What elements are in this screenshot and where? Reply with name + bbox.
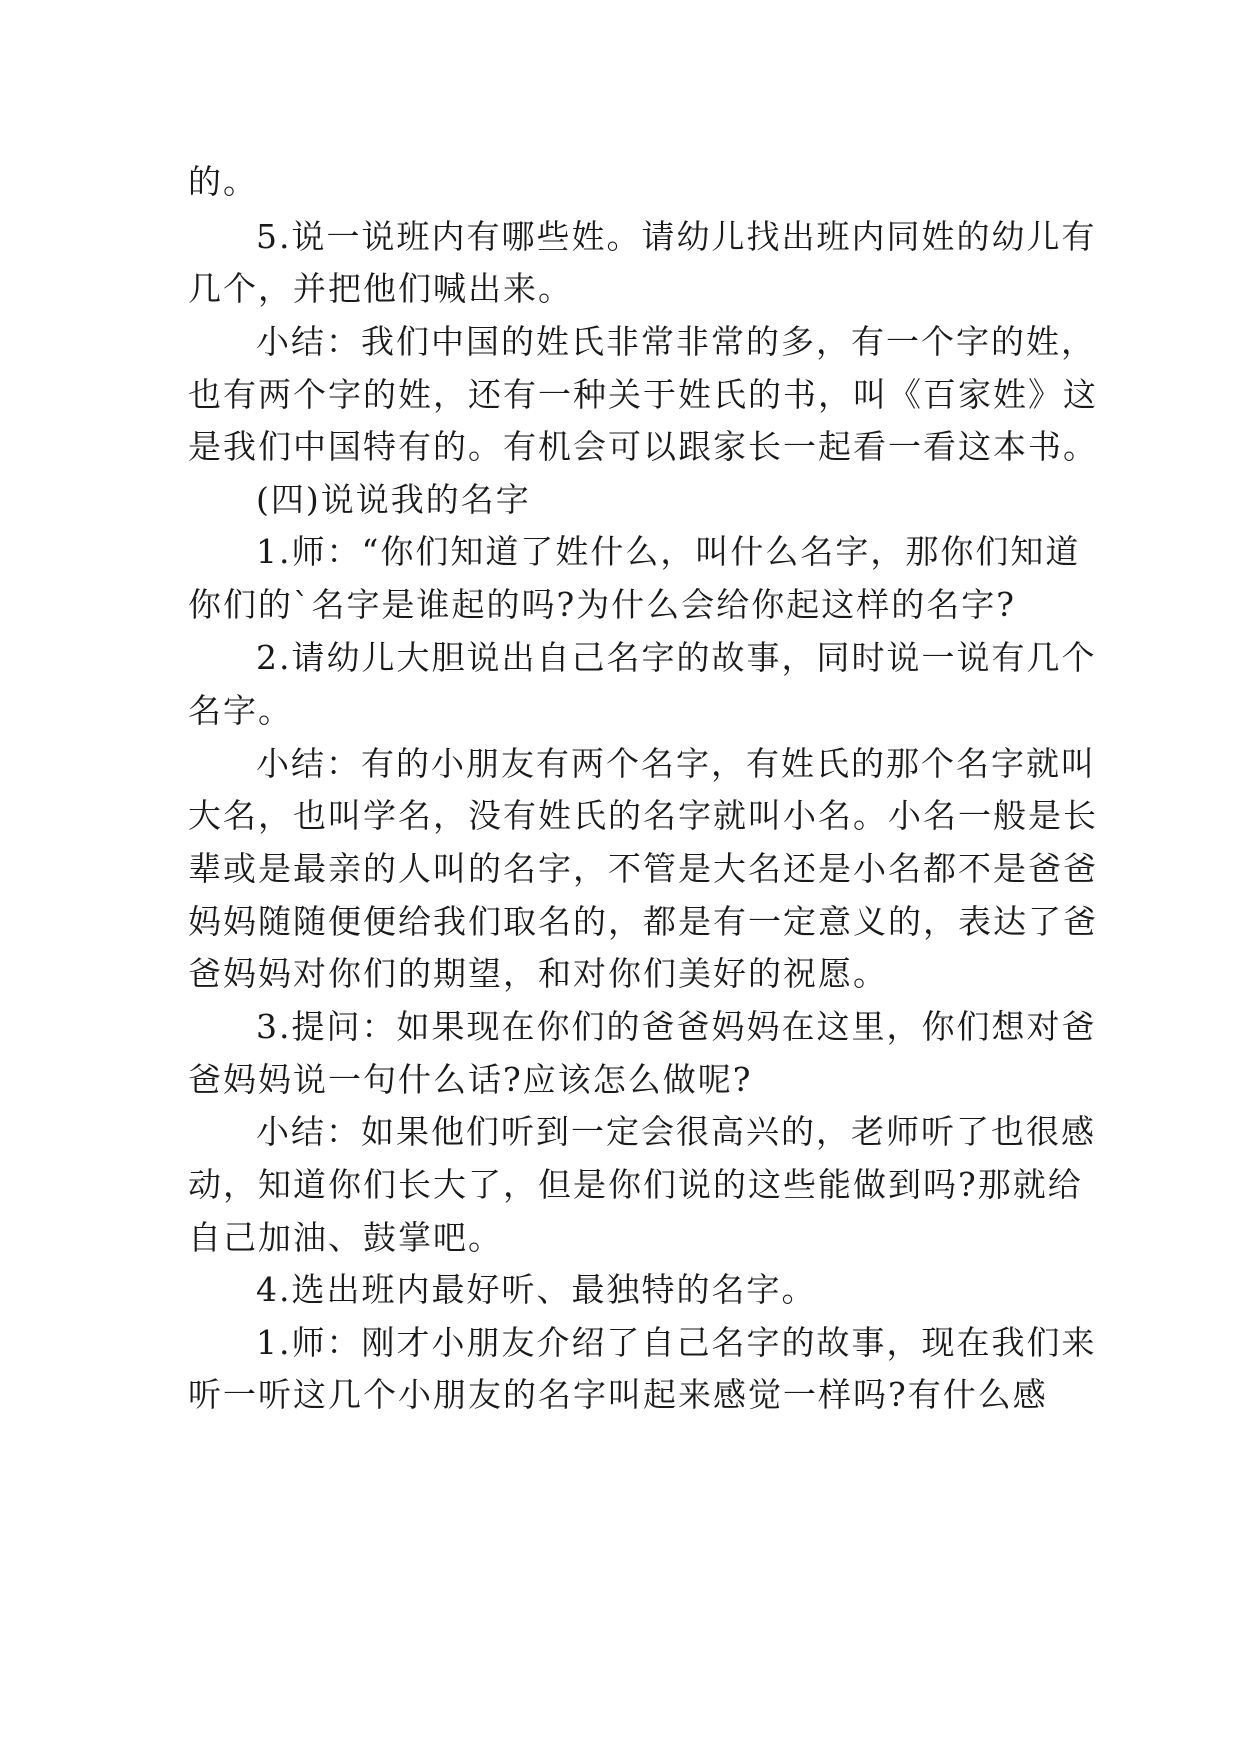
paragraph-line: 也有两个字的姓，还有一种关于姓氏的书，叫《百家姓》这 (188, 375, 1098, 414)
paragraph-line: 辈或是最亲的人叫的名字，不管是大名还是小名都不是爸爸 (188, 849, 1098, 888)
paragraph-line: 3.提问：如果现在你们的爸爸妈妈在这里，你们想对爸 (256, 1007, 1097, 1046)
paragraph-line: 你们的`名字是谁起的吗?为什么会给你起这样的名字? (188, 585, 1016, 624)
paragraph-line: 动，知道你们长大了，但是你们说的这些能做到吗?那就给 (188, 1165, 1083, 1204)
paragraph-line: 5.说一说班内有哪些姓。请幼儿找出班内同姓的幼儿有 (256, 217, 1097, 256)
paragraph-line: 爸妈妈对你们的期望，和对你们美好的祝愿。 (188, 954, 888, 993)
paragraph-line: 名字。 (188, 691, 293, 730)
paragraph-line: 小结：我们中国的姓氏非常非常的多，有一个字的姓， (256, 322, 1096, 361)
paragraph-line: 1.师：刚才小朋友介绍了自己名字的故事，现在我们来 (256, 1323, 1097, 1362)
paragraph-line: (四)说说我的名字 (256, 480, 531, 519)
paragraph-line: 是我们中国特有的。有机会可以跟家长一起看一看这本书。 (188, 427, 1098, 466)
paragraph-line: 小结：有的小朋友有两个名字，有姓氏的那个名字就叫 (256, 744, 1096, 783)
paragraph-line: 的。 (188, 162, 258, 201)
paragraph-line: 妈妈随随便便给我们取名的，都是有一定意义的，表达了爸 (188, 902, 1098, 941)
paragraph-line: 自己加油、鼓掌吧。 (188, 1218, 503, 1257)
paragraph-line: 大名，也叫学名，没有姓氏的名字就叫小名。小名一般是长 (188, 796, 1098, 835)
paragraph-line: 几个，并把他们喊出来。 (188, 269, 573, 308)
paragraph-line: 听一听这几个小朋友的名字叫起来感觉一样吗?有什么感 (188, 1375, 1048, 1414)
paragraph-line: 4.选出班内最好听、最独特的名字。 (256, 1270, 817, 1309)
paragraph-line: 2.请幼儿大胆说出自己名字的故事，同时说一说有几个 (256, 638, 1097, 677)
paragraph-line: 1.师：“你们知道了姓什么，叫什么名字，那你们知道 (256, 532, 1081, 571)
paragraph-line: 爸妈妈说一句什么话?应该怎么做呢? (188, 1060, 753, 1099)
paragraph-line: 小结：如果他们听到一定会很高兴的，老师听了也很感 (256, 1112, 1096, 1151)
